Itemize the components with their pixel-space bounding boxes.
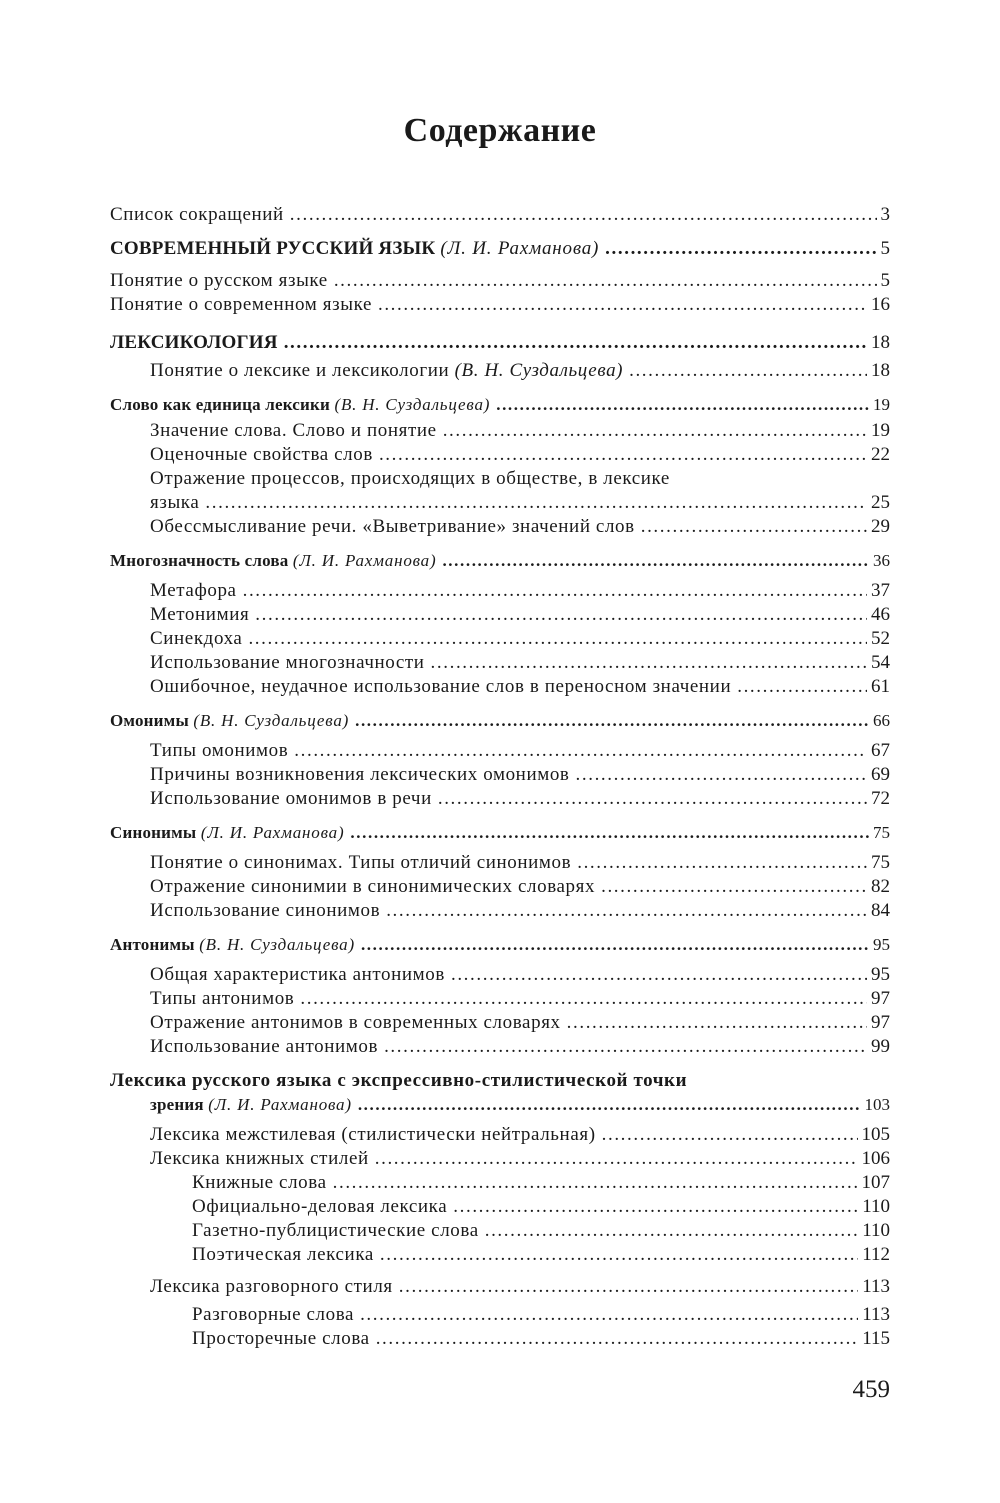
toc-entry[interactable] [110,491,890,515]
toc-entry[interactable] [110,419,890,443]
toc-entry-text: Лексика книжных стилей [150,1148,369,1169]
toc-page: 18 [871,332,890,353]
dot-leader [290,203,877,227]
toc-page: 75 [871,852,890,873]
toc-entry-text: Просторечные слова [192,1328,370,1349]
toc-entry[interactable] [110,1243,890,1267]
toc-page: 106 [861,1148,890,1169]
toc-entry[interactable] [110,1275,890,1299]
dot-leader [438,787,867,811]
page-number: 459 [852,1376,890,1403]
toc-page: 46 [871,604,890,625]
toc-entry[interactable] [110,1327,890,1351]
toc-page: 69 [871,764,890,785]
toc-entry-text: Ошибочное, неудачное использование слов в переносном значении [150,676,732,697]
dot-leader [442,549,869,573]
toc-entry-text: Книжные слова [192,1172,327,1193]
toc-author: (В. Н. Суздальцева) [193,711,350,730]
toc-entry-text: Понятие о лексике и лексикологии [150,360,450,381]
dot-leader [641,515,867,539]
toc-author: (Л. И. Рахманова) [292,551,437,570]
toc-entry-text: Оценочные свойства слов [150,444,373,465]
toc-heading-text: ЛЕКСИКОЛОГИЯ [110,332,278,353]
dot-leader [496,393,869,417]
toc-heading-text: Многозначность слова [110,551,289,570]
toc-heading-text: Омонимы [110,711,189,730]
toc-heading[interactable] [110,237,890,261]
toc-heading[interactable] [110,331,890,355]
toc-page: 18 [871,360,890,381]
toc-entry-text: Лексика разговорного стиля [150,1276,393,1297]
dot-leader [375,1147,858,1171]
toc-page: 110 [862,1196,890,1217]
toc-entry-text: Метонимия [150,604,250,625]
toc-entry[interactable] [110,787,890,811]
toc-entry[interactable] [110,1147,890,1171]
toc-entry[interactable] [110,763,890,787]
dot-leader [333,1171,858,1195]
dot-leader [567,1011,867,1035]
toc-entry[interactable] [110,1219,890,1243]
dot-leader [300,987,867,1011]
toc-page: 75 [873,823,890,842]
toc-entry[interactable] [110,675,890,699]
toc-entry[interactable] [110,899,890,923]
toc-page: 52 [871,628,890,649]
toc-page: 61 [871,676,890,697]
toc-page: 25 [871,492,890,513]
toc-entry[interactable] [110,1303,890,1327]
toc-page: 84 [871,900,890,921]
toc-heading-text: Синонимы [110,823,197,842]
dot-leader [399,1275,858,1299]
toc-entry[interactable] [110,739,890,763]
toc-entry-text: Использование синонимов [150,900,381,921]
toc-heading[interactable] [110,933,890,957]
toc-entry[interactable] [110,515,890,539]
dot-leader [384,1035,867,1059]
toc-heading-text: СОВРЕМЕННЫЙ РУССКИЙ ЯЗЫК [110,238,436,259]
toc-entry[interactable] [110,651,890,675]
dot-leader [361,933,869,957]
toc-heading[interactable] [110,821,890,845]
dot-leader [358,1093,861,1117]
toc-entry[interactable] [110,203,890,227]
toc-entry-text: Отражение синонимии в синонимических словарях [150,876,596,897]
toc-entry-text: Причины возникновения лексических омонимов [150,764,570,785]
toc-entry-text: Синекдоха [150,628,243,649]
dot-leader [605,237,876,261]
toc-entry[interactable] [110,293,890,317]
toc-page: 22 [871,444,890,465]
dot-leader [255,603,867,627]
toc-page: 110 [862,1220,890,1241]
toc-entry[interactable] [110,579,890,603]
toc-entry-text: Типы антонимов [150,988,295,1009]
toc-page: 99 [871,1036,890,1057]
toc-entry[interactable] [110,603,890,627]
toc-heading-text: Антонимы [110,935,195,954]
toc-entry-text: Использование многозначности [150,652,425,673]
dot-leader [243,579,867,603]
dot-leader [737,675,867,699]
toc-heading[interactable] [110,549,890,573]
dot-leader [284,331,867,355]
toc-entry-text: Разговорные слова [192,1304,355,1325]
toc-entry[interactable] [110,851,890,875]
dot-leader [360,1303,858,1327]
toc-entry-text: Обессмысливание речи. «Выветривание» значений слов [150,516,635,537]
toc-entry-text: Метафора [150,580,237,601]
toc-page: 54 [871,652,890,673]
page-title: Содержание [403,112,597,149]
toc-entry[interactable] [110,269,890,293]
dot-leader [485,1219,858,1243]
toc-entry-text: Список сокращений [110,204,284,225]
toc-page: 82 [871,876,890,897]
dot-leader [380,1243,858,1267]
toc-entry-text: Понятие о современном языке [110,294,372,315]
toc-entry-line: Отражение процессов, происходящих в обществе, в лексике [150,468,670,489]
toc-page: 97 [871,988,890,1009]
toc-entry[interactable] [110,627,890,651]
toc-author: (В. Н. Суздальцева) [454,360,624,381]
toc-entry[interactable] [110,1123,890,1147]
toc-page: 113 [862,1276,890,1297]
toc-heading[interactable] [110,1093,890,1117]
toc-page: 36 [873,551,890,570]
toc-entry[interactable] [110,1011,890,1035]
toc-heading[interactable] [110,709,890,733]
toc-entry[interactable] [110,359,890,383]
dot-leader [379,443,867,467]
toc-entry[interactable] [110,1195,890,1219]
toc-entry[interactable] [110,443,890,467]
toc-page: 115 [862,1328,890,1349]
toc-entry-text: Использование антонимов [150,1036,379,1057]
toc-page: 5 [880,238,890,259]
toc-page: 72 [871,788,890,809]
dot-leader [601,875,867,899]
toc-heading-text: зрения [150,1095,204,1114]
toc-entry-text: Понятие о русском языке [110,270,328,291]
dot-leader [294,739,867,763]
toc-page: 113 [862,1304,890,1325]
table-of-contents [110,203,890,1351]
toc-page: 37 [871,580,890,601]
toc-author: (В. Н. Суздальцева) [199,935,355,954]
toc-entry[interactable] [110,1035,890,1059]
toc-entry-text: Поэтическая лексика [192,1244,374,1265]
dot-leader [602,1123,858,1147]
toc-page: 3 [880,204,890,225]
toc-entry-text: Использование омонимов в речи [150,788,432,809]
dot-leader [451,963,867,987]
toc-heading[interactable] [110,393,890,417]
dot-leader [577,851,867,875]
toc-heading-text: Слово как единица лексики [110,395,331,414]
toc-page: 105 [861,1124,890,1145]
toc-page: 97 [871,1012,890,1033]
toc-page: 29 [871,516,890,537]
dot-leader [376,1327,859,1351]
dot-leader [378,293,867,317]
toc-page: 67 [871,740,890,761]
dot-leader [629,359,867,383]
toc-page: 19 [873,395,890,414]
toc-entry[interactable] [110,875,890,899]
dot-leader [350,821,869,845]
toc-author: (Л. И. Рахманова) [208,1095,352,1114]
toc-entry-text: Значение слова. Слово и понятие [150,420,437,441]
toc-entry[interactable] [110,1171,890,1195]
dot-leader [355,709,869,733]
toc-page: 107 [861,1172,890,1193]
toc-entry-text: Отражение антонимов в современных словарях [150,1012,561,1033]
toc-author: (В. Н. Суздальцева) [334,395,491,414]
toc-page: 112 [862,1244,890,1265]
toc-entry-text: Типы омонимов [150,740,289,761]
toc-entry-text: Официально-деловая лексика [192,1196,448,1217]
toc-entry-text: языка [150,492,200,513]
toc-entry[interactable] [110,963,890,987]
toc-entry-text: Лексика межстилевая (стилистически нейтральная) [150,1124,596,1145]
dot-leader [576,763,867,787]
dot-leader [248,627,867,651]
dot-leader [386,899,867,923]
toc-page: 16 [871,294,890,315]
dot-leader [443,419,867,443]
dot-leader [431,651,867,675]
toc-page: 103 [864,1095,890,1114]
toc-entry-text: Понятие о синонимах. Типы отличий синонимов [150,852,572,873]
toc-entry[interactable] [110,987,890,1011]
toc-page: 66 [873,711,890,730]
toc-page: 5 [880,270,890,291]
toc-heading-text: Лексика русского языка с экспрессивно-стилистической точки [110,1070,688,1091]
dot-leader [334,269,877,293]
toc-page: 95 [871,964,890,985]
toc-entry-text: Общая характеристика антонимов [150,964,445,985]
toc-page: 19 [871,420,890,441]
dot-leader [453,1195,858,1219]
toc-page: 95 [873,935,890,954]
toc-entry-text: Газетно-публицистические слова [192,1220,479,1241]
toc-author: (Л. И. Рахманова) [440,238,600,259]
toc-author: (Л. И. Рахманова) [200,823,345,842]
dot-leader [205,491,867,515]
